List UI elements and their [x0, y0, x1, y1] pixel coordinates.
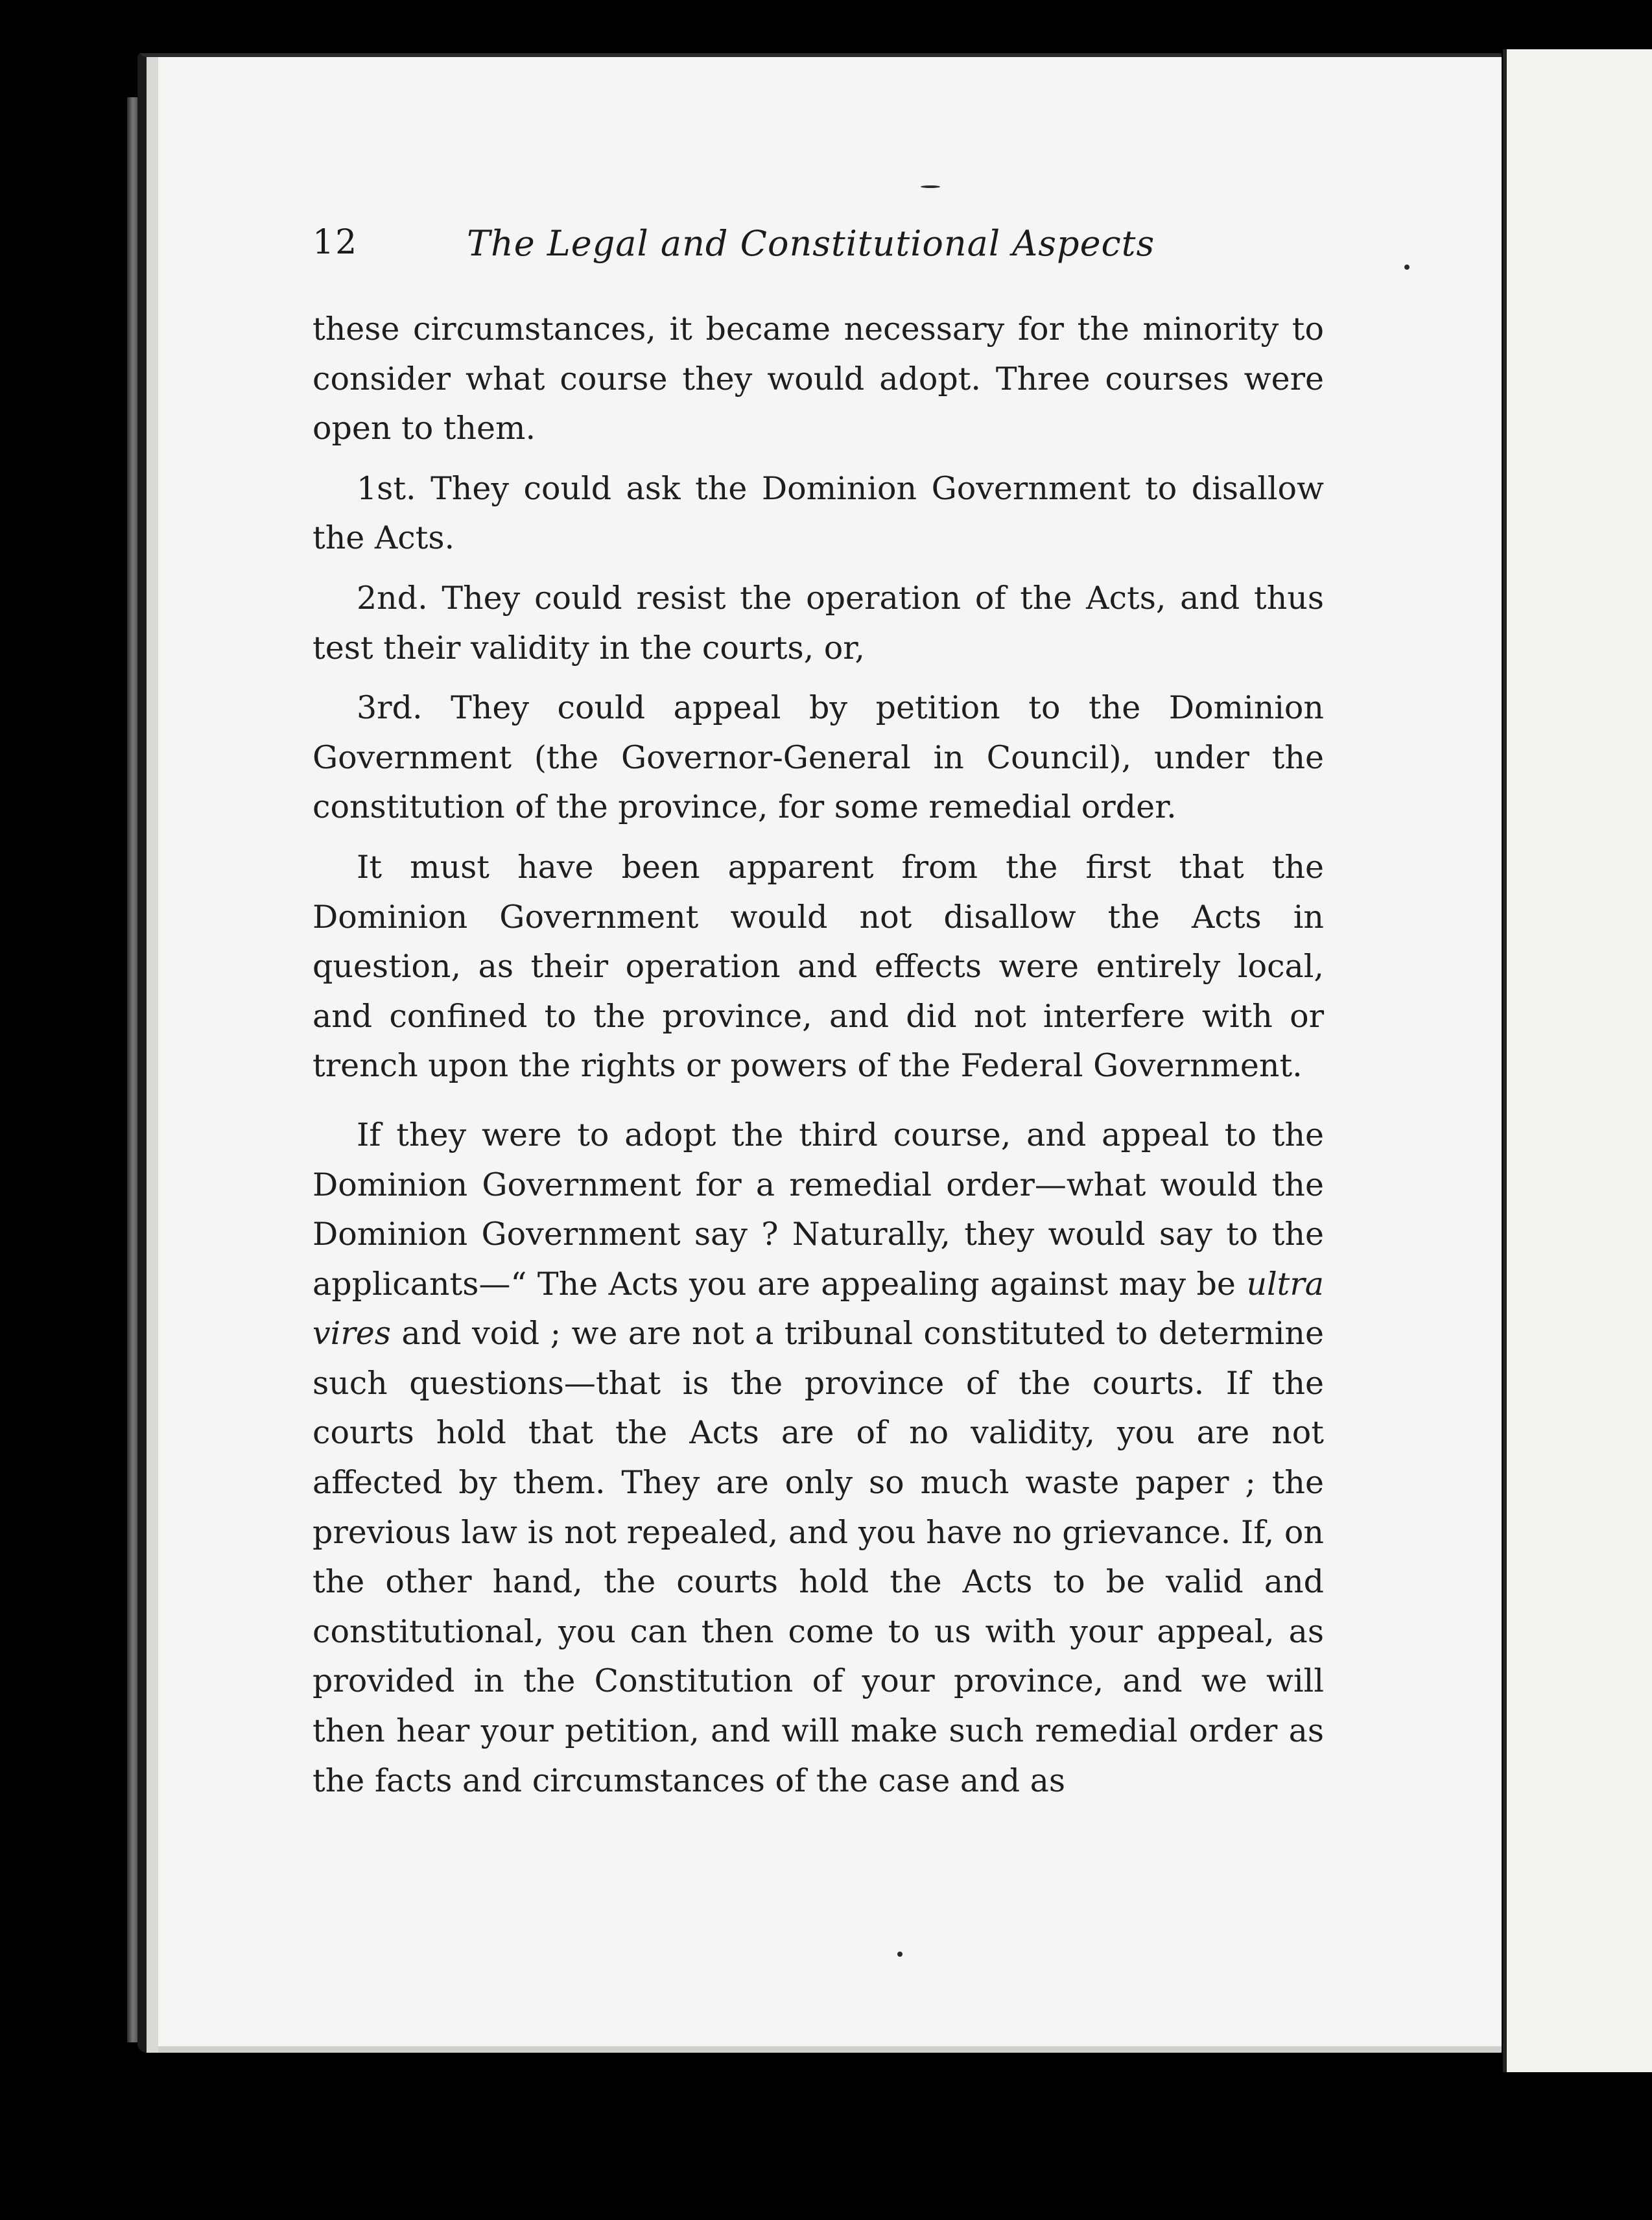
- scan-speck: [897, 1952, 903, 1957]
- paragraph-remedial-order-start: If they were to adopt the third course, and appeal to the Dominion Government for a remedial order—what would the Dominion Government say ? Naturally, they would say to the applicants—“ The Acts you are appealing against may be: [313, 1116, 1324, 1303]
- scan-speck: [921, 185, 940, 188]
- paragraph-course-3: 3rd. They could appeal by petition to the Dominion Government (the Governor-General in Council), under the constitution of the province, for some remedial order.: [313, 689, 1324, 826]
- paragraph-course-2: 2nd. They could resist the operation of the Acts, and thus test their validity in the courts, or,: [313, 579, 1324, 667]
- latin-phrase: ultra vires: [313, 1265, 1324, 1352]
- scan-speck: [1404, 265, 1410, 270]
- paragraph-remedial-order: [313, 1111, 1324, 1806]
- page-header: [313, 223, 1324, 275]
- facing-page-edge: [1503, 49, 1652, 2072]
- paragraph-disallowance: It must have been apparent from the first that the Dominion Government would not disallow the Acts in question, as their operation and effects were entirely local, and confined to the province, and did not interfere with or trench upon the rights or powers of the Federal Government.: [313, 848, 1324, 1085]
- body-text: [313, 305, 1324, 1806]
- running-head: The Legal and Constitutional Aspects: [467, 223, 1155, 264]
- paragraph-remedial-order-end: and void ; we are not a tribunal constituted to determine such questions—that is the province of the courts. If the courts hold that the Acts are of no validity, you are not affected by them. They are only so much waste paper ; the previous law is not repealed, and you have no grievance. If, on the other hand, the courts hold the Acts to be valid and constitutional, you can then come to us with your appeal, as provided in the Constitution of your province, and we will then hear your petition, and will make such remedial order as the facts and circumstances of the case and as: [313, 1315, 1324, 1799]
- paragraph-course-1: 1st. They could ask the Dominion Government to disallow the Acts.: [313, 469, 1324, 557]
- page-number: 12: [313, 223, 359, 262]
- paragraph-continuation: these circumstances, it became necessary for the minority to consider what course they would adopt. Three courses were open to them.: [313, 311, 1324, 447]
